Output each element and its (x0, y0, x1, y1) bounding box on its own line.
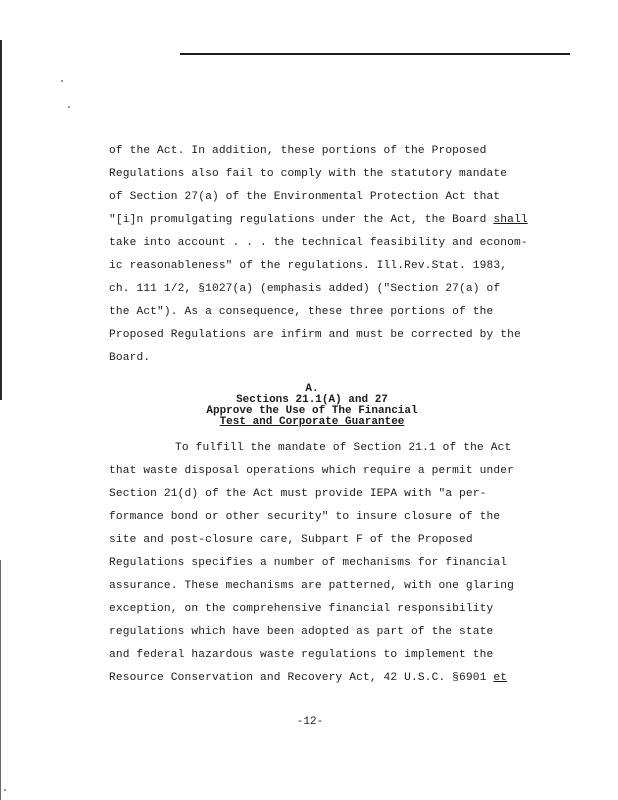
paragraph-line: of the Act. In addition, these portions of the Proposed (109, 145, 487, 157)
paragraph-line: that waste disposal operations which require a permit under (109, 465, 514, 477)
section-title-line-2: Approve the Use of The Financial (206, 405, 418, 417)
paragraph-line-text: Resource Conservation and Recovery Act, 42 U.S.C. §6901 (109, 672, 494, 684)
paragraph-line: To fulfill the mandate of Section 21.1 of the Act (175, 442, 512, 454)
section-heading (180, 384, 444, 428)
section-title-line-3: Test and Corporate Guarantee (219, 416, 405, 428)
paragraph-line: exception, on the comprehensive financial responsibility (109, 603, 494, 615)
paragraph-line: Proposed Regulations are infirm and must be corrected by the (109, 329, 521, 341)
paragraph-line: of Section 27(a) of the Environmental Protection Act that (109, 191, 501, 203)
paragraph-line: the Act"). As a consequence, these three portions of the (109, 306, 494, 318)
section-label: A. (305, 383, 319, 395)
paragraph-line: ch. 111 1/2, §1027(a) (emphasis added) ("Section 27(a) of (109, 283, 501, 295)
top-rule-line (180, 53, 570, 55)
paragraph-line: regulations which have been adopted as part of the state (109, 626, 494, 638)
scan-speck (4, 789, 6, 791)
paragraph-line: Regulations also fail to comply with the statutory mandate (109, 168, 508, 180)
paragraph-line (109, 209, 529, 232)
paragraph-line (109, 667, 529, 690)
paragraph-line: formance bond or other security" to insure closure of the (109, 511, 501, 523)
scan-edge-mark-lower (0, 560, 1, 800)
paragraph-line: ic reasonableness" of the regulations. Ill.Rev.Stat. 1983, (109, 260, 508, 272)
paragraph-2 (109, 437, 529, 690)
scan-edge-mark (0, 40, 2, 400)
paragraph-line: and federal hazardous waste regulations to implement the (109, 649, 494, 661)
paragraph-line: assurance. These mechanisms are patterned, with one glaring (109, 580, 514, 592)
emphasis-word: shall (493, 214, 528, 226)
paragraph-line: take into account . . . the technical feasibility and econom- (109, 237, 528, 249)
scan-speck (68, 106, 70, 108)
paragraph-line: Board. (109, 352, 151, 364)
paragraph-line: Regulations specifies a number of mechanisms for financial (109, 557, 508, 569)
paragraph-line: Section 21(d) of the Act must provide IEPA with "a per- (109, 488, 487, 500)
citation-et-word: et (493, 672, 508, 684)
paragraph-line-text: "[i]n promulgating regulations under the Act, the Board (109, 214, 494, 226)
paragraph-line: site and post-closure care, Subpart F of the Proposed (109, 534, 473, 546)
paragraph-1 (109, 140, 529, 370)
section-title-line-1: Sections 21.1(A) and 27 (236, 394, 388, 406)
scan-speck (61, 80, 63, 82)
page-number: -12- (296, 716, 324, 728)
